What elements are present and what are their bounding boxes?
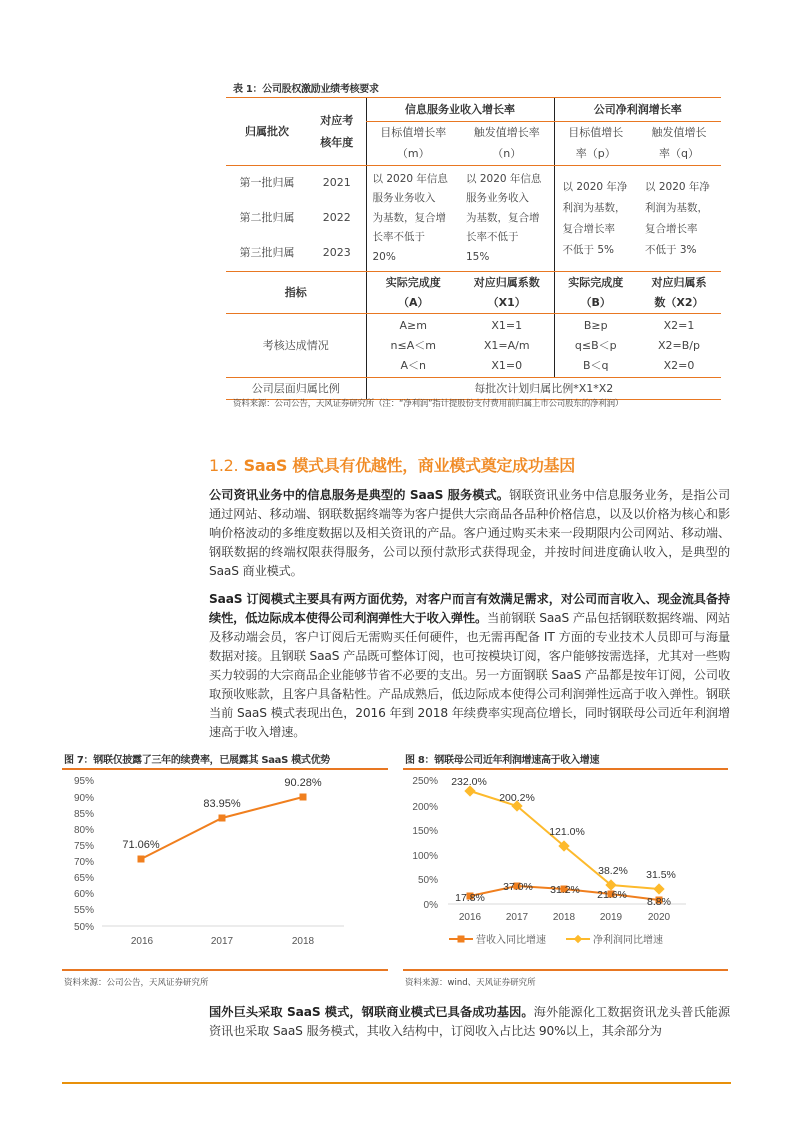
assessment-x1: X1=1 X1=A/m X1=0 — [460, 314, 554, 378]
figure-8-legend — [449, 933, 663, 946]
table-caption: 表 1：公司股权激励业绩考核要求 — [233, 84, 379, 95]
svg-text:8.8%: 8.8% — [647, 896, 671, 908]
header-n-l2: （n） — [460, 144, 554, 166]
svg-text:200%: 200% — [412, 802, 438, 813]
batch-2: 第二批归属 — [239, 211, 295, 224]
figure-8-title: 图 8：钢联母公司近年利润增速高于收入增速 — [405, 755, 600, 766]
svg-text:80%: 80% — [73, 825, 94, 836]
svg-text:2017: 2017 — [210, 936, 234, 947]
header-group-info-service: 信息服务业收入增长率 — [366, 98, 554, 122]
paragraph-2-lead: SaaS 订阅模式主要具有两方面优势，对客户而言有效满足需求，对公司而言收入、现金流具备持续性，低边际成本使得公司利润弹性大于收入弹性。 — [209, 592, 730, 625]
svg-text:232.0%: 232.0% — [451, 776, 487, 788]
incentive-table — [226, 97, 721, 400]
figure-7-source: 资料来源：公司公告，天风证券研究所 — [64, 978, 209, 988]
svg-text:70%: 70% — [73, 857, 94, 868]
figure-7-marker — [300, 794, 307, 801]
svg-text:121.0%: 121.0% — [549, 826, 585, 838]
svg-text:50%: 50% — [73, 922, 94, 933]
header-q-l2: 率（q） — [637, 144, 721, 166]
legend-revenue: 营收入同比增速 — [476, 935, 546, 946]
paragraph-3-body: 海外能源化工数据资讯龙头普氏能源资讯也采取 SaaS 服务模式，其收入结构中，订阅收入占比达 90%以上，其余部分为 — [209, 1005, 730, 1038]
target-q: 以 2020 年净 利润为基数， 复合增长率 不低于 3% — [637, 166, 721, 272]
paragraph-1-body: 钢联资讯业务中信息服务业务，是指公司通过网站、移动端、钢联数据终端等为客户提供大宗商品各品种价格信息，以及以价格为核心和影响价格波动的多维度数据以及相关资讯的产品。客户通过购买未来一段期限内公司网站、移动端、钢联数据的终端权限获得服务，公司以预付款形式获得现金，并按时间进度确认收入，是典型的 SaaS 商业模式。 — [209, 488, 730, 578]
section-heading — [209, 453, 575, 476]
svg-text:2019: 2019 — [599, 912, 623, 923]
svg-text:85%: 85% — [73, 809, 94, 820]
target-n: 以 2020 年信息 服务业务收入 为基数，复合增 长率不低于 15% — [460, 166, 554, 272]
indicator-label: 指标 — [226, 272, 366, 314]
paragraph-2-body: 当前钢联 SaaS 产品包括钢联数据终端、网站及移动端会员，客户订阅后无需购买任何硬件，也无需再配备 IT 方面的专业技术人员即可与海量数据对接。且钢联 SaaS 产品既可整体订阅，也可按模块订阅，客户能够按需选择，尤其对一些购买力较弱的大宗商品企业能够节省不必要的支出。另一方面钢联 SaaS 产品都是按年订阅，公司收取预收账款，且客户具备粘性。产品成熟后，低边际成本使得公司利润弹性远高于收入弹性。钢联当前 SaaS 模式表现出色，2016 年到 2018 年续费率实现高位增长，同时钢联母公司近年利润增速高于收入增速。 — [209, 611, 730, 739]
svg-text:31.5%: 31.5% — [646, 869, 676, 881]
svg-text:83.95%: 83.95% — [203, 798, 241, 810]
target-p: 以 2020 年净 利润为基数， 复合增长率 不低于 5% — [554, 166, 637, 272]
svg-text:75%: 75% — [73, 841, 94, 852]
figure-8-source: 资料来源：wind、天风证券研究所 — [405, 978, 536, 988]
svg-text:31.2%: 31.2% — [550, 884, 580, 896]
svg-text:37.0%: 37.0% — [503, 881, 533, 893]
svg-text:50%: 50% — [417, 875, 438, 886]
svg-text:65%: 65% — [73, 873, 94, 884]
figure-7-x-axis — [131, 936, 315, 947]
paragraph-3-lead: 国外巨头采取 SaaS 模式，钢联商业模式已具备成功基因。 — [209, 1005, 534, 1019]
svg-text:2017: 2017 — [505, 912, 529, 923]
figure-7-top-rule — [62, 768, 388, 770]
figure-7-data-labels — [122, 777, 322, 851]
figure-7-marker — [219, 815, 226, 822]
svg-text:0%: 0% — [423, 900, 438, 911]
figure-8-chart — [403, 772, 733, 972]
company-ratio-value: 每批次计划归属比例*X1*X2 — [366, 378, 721, 400]
year-2: 2022 — [322, 211, 351, 224]
svg-text:2016: 2016 — [458, 912, 482, 923]
figure-8-top-rule — [403, 768, 728, 770]
figure-7-bottom-rule — [62, 969, 388, 971]
figure-8-profit-markers — [464, 785, 664, 894]
figure-8-x-axis — [459, 912, 671, 923]
svg-text:200.2%: 200.2% — [499, 792, 535, 804]
indicator-x1: 对应归属系数 （X1） — [460, 272, 554, 314]
indicator-x2: 对应归属系 数（X2） — [637, 272, 721, 314]
company-ratio-label: 公司层面归属比例 — [226, 378, 366, 400]
header-n-l1: 触发值增长率 — [473, 125, 540, 139]
batch-1: 第一批归属 — [239, 176, 295, 190]
batch-3: 第三批归属 — [226, 236, 308, 272]
figure-8-profit-line — [470, 791, 659, 889]
paragraph-1-lead: 公司资讯业务中的信息服务是典型的 SaaS 服务模式。 — [209, 488, 510, 502]
figure-8-bottom-rule — [403, 969, 728, 971]
indicator-a: 实际完成度 （A） — [366, 272, 460, 314]
svg-text:71.06%: 71.06% — [122, 839, 160, 851]
paragraph-3 — [209, 1003, 730, 1041]
svg-text:90.28%: 90.28% — [284, 777, 322, 789]
svg-text:90%: 90% — [73, 793, 94, 804]
figure-7-marker — [138, 856, 145, 863]
header-m-l2: （m） — [366, 144, 460, 166]
paragraph-1 — [209, 486, 730, 581]
svg-text:17.8%: 17.8% — [455, 892, 485, 904]
table-source: 资料来源：公司公告，天风证券研究所（注：“净利润”指计提股份支付费用前归属上市公司股东的净利润） — [233, 399, 624, 409]
svg-text:2020: 2020 — [647, 912, 671, 923]
header-batch: 归属批次 — [226, 98, 308, 166]
svg-text:55%: 55% — [73, 905, 94, 916]
header-p-l2: 率（p） — [554, 144, 637, 166]
section-number: 1.2. — [209, 456, 239, 475]
svg-text:150%: 150% — [412, 826, 438, 837]
section-title: SaaS 模式具有优越性，商业模式奠定成功基因 — [243, 456, 575, 475]
header-group-net-profit: 公司净利润增长率 — [554, 98, 721, 122]
svg-text:2018: 2018 — [552, 912, 576, 923]
figure-8-y-axis — [412, 776, 438, 911]
indicator-b: 实际完成度 （B） — [554, 272, 637, 314]
svg-text:60%: 60% — [73, 889, 94, 900]
target-m: 以 2020 年信息 服务业务收入 为基数，复合增 长率不低于 20% — [366, 166, 460, 272]
paragraph-2 — [209, 590, 730, 742]
page-footer-rule — [62, 1082, 731, 1084]
header-year: 对应考 核年度 — [308, 98, 366, 166]
assessment-a: A≥m n≤A＜m A＜n — [366, 314, 460, 378]
assessment-label: 考核达成情况 — [226, 314, 366, 378]
svg-text:21.6%: 21.6% — [597, 889, 627, 901]
header-m-l1: 目标值增长率 — [366, 122, 460, 144]
figure-7-chart — [62, 772, 392, 972]
header-p-l1: 目标值增长 — [554, 122, 637, 144]
svg-text:38.2%: 38.2% — [598, 865, 628, 877]
figure-7-y-axis — [74, 776, 94, 933]
year-3: 2023 — [308, 236, 366, 272]
legend-profit: 净利润同比增速 — [593, 935, 663, 946]
svg-text:2016: 2016 — [130, 936, 154, 947]
assessment-b: B≥p q≤B＜p B＜q — [554, 314, 637, 378]
svg-text:250%: 250% — [412, 776, 438, 787]
svg-text:2018: 2018 — [291, 936, 315, 947]
figure-7-title: 图 7：钢联仅披露了三年的续费率，已展露其 SaaS 模式优势 — [64, 755, 331, 766]
svg-text:95%: 95% — [73, 776, 94, 787]
svg-text:100%: 100% — [412, 851, 438, 862]
assessment-x2: X2=1 X2=B/p X2=0 — [637, 314, 721, 378]
header-q-l1: 触发值增长 — [651, 125, 707, 139]
year-1: 2021 — [322, 176, 351, 190]
